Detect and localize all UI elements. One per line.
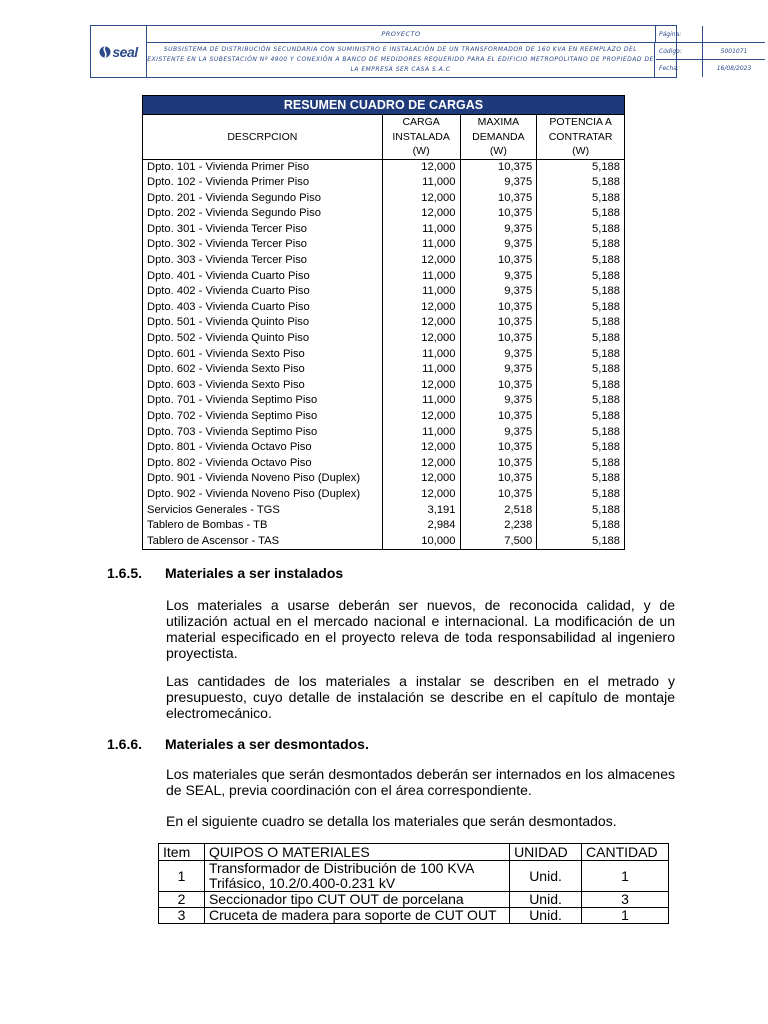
row-contract-power: 5,188 [537, 222, 625, 238]
row-installed-load: 3,191 [382, 503, 460, 519]
col-description: DESCRPCION [143, 115, 383, 160]
table-row [159, 908, 669, 924]
row-max-demand: 9,375 [460, 237, 537, 253]
table-row [143, 518, 625, 534]
table-row [143, 534, 625, 550]
logo-text: seal [112, 43, 138, 60]
col-quantity: CANTIDAD [582, 844, 669, 861]
row-max-demand: 10,375 [460, 253, 537, 269]
row-description: Dpto. 703 - Vivienda Septimo Piso [143, 425, 383, 441]
row-max-demand: 10,375 [460, 331, 537, 347]
row-installed-load: 10,000 [382, 534, 460, 550]
row-description: Dpto. 701 - Vivienda Septimo Piso [143, 393, 383, 409]
section-166-title: Materiales a ser desmontados. [165, 736, 369, 752]
table-row [143, 487, 625, 503]
row-material [204, 908, 509, 924]
row-max-demand: 10,375 [460, 191, 537, 207]
row-material-line-2: Trifásico, 10.2/0.400-0.231 kV [208, 875, 396, 891]
row-contract-power: 5,188 [537, 331, 625, 347]
row-installed-load: 11,000 [382, 222, 460, 238]
table-row [143, 393, 625, 409]
row-installed-load: 11,000 [382, 393, 460, 409]
row-max-demand: 9,375 [460, 269, 537, 285]
row-description: Dpto. 101 - Vivienda Primer Piso [143, 159, 383, 175]
table-row [159, 861, 669, 892]
row-description: Dpto. 802 - Vivienda Octavo Piso [143, 456, 383, 472]
section-166-number: 1.6.6. [107, 736, 143, 752]
row-installed-load: 12,000 [382, 487, 460, 503]
materials-table [158, 843, 669, 924]
row-contract-power: 5,188 [537, 191, 625, 207]
table-row [143, 471, 625, 487]
seal-logo-icon [99, 45, 111, 59]
row-material [204, 892, 509, 908]
row-quantity: 1 [582, 861, 669, 892]
table-row [143, 409, 625, 425]
row-contract-power: 5,188 [537, 315, 625, 331]
row-contract-power: 5,188 [537, 347, 625, 363]
row-description: Servicios Generales - TGS [143, 503, 383, 519]
row-quantity: 3 [582, 892, 669, 908]
col-contract-l3: (W) [572, 145, 590, 157]
code-row [656, 43, 765, 60]
col-contract [537, 115, 625, 160]
page-value [703, 26, 765, 42]
row-contract-power: 5,188 [537, 175, 625, 191]
table-row [143, 362, 625, 378]
project-description: SUBSISTEMA DE DISTRIBUCIÓN SECUNDARIA CON SUMINISTRO E INSTALACIÓN DE UN TRANSFORMADOR DE 160 KVA EN REEMPLAZO DEL EXISTENTE EN LA SUBESTACIÓN Nº 4900 Y CONEXIÓN A BANCO DE MEDIDORES REQUERIDO PARA EL EDIFICIO METROPOLITANO DE PROPIEDAD DE LA EMPRESA SER CASA S.A.C [147, 43, 655, 77]
code-label: Código: [656, 43, 703, 59]
row-contract-power: 5,188 [537, 393, 625, 409]
table-row [143, 315, 625, 331]
row-contract-power: 5,188 [537, 237, 625, 253]
section-166-paragraph-1: Los materiales que serán desmontados deberán ser internados en los almacenes de SEAL, previa coordinación con el área correspondiente. [166, 766, 675, 798]
section-165-heading [107, 565, 343, 581]
row-max-demand: 10,375 [460, 409, 537, 425]
load-summary-table [142, 95, 625, 550]
table-row [143, 206, 625, 222]
row-material-line-1: Seccionador tipo CUT OUT de porcelana [208, 891, 464, 907]
table-row [143, 253, 625, 269]
row-description: Dpto. 603 - Vivienda Sexto Piso [143, 378, 383, 394]
row-installed-load: 11,000 [382, 347, 460, 363]
table-row [143, 159, 625, 175]
code-value: 5001071 [720, 48, 748, 55]
table-row [143, 440, 625, 456]
row-contract-power: 5,188 [537, 487, 625, 503]
row-max-demand: 2,238 [460, 518, 537, 534]
table-row [143, 269, 625, 285]
page-label: Página: [656, 26, 703, 42]
section-165-paragraph-2: Las cantidades de los materiales a instalar se describen en el metrado y presupuesto, cuyo detalle de instalación se describe en el capítulo de montaje electromecánico. [166, 673, 675, 721]
row-contract-power: 5,188 [537, 456, 625, 472]
row-installed-load: 11,000 [382, 269, 460, 285]
row-description: Dpto. 102 - Vivienda Primer Piso [143, 175, 383, 191]
row-description: Dpto. 403 - Vivienda Cuarto Piso [143, 300, 383, 316]
row-installed-load: 12,000 [382, 206, 460, 222]
row-max-demand: 9,375 [460, 347, 537, 363]
table-row [143, 503, 625, 519]
row-description: Dpto. 402 - Vivienda Cuarto Piso [143, 284, 383, 300]
section-166-paragraph-2: En el siguiente cuadro se detalla los materiales que serán desmontados. [166, 813, 617, 829]
row-contract-power: 5,188 [537, 503, 625, 519]
table-row [143, 222, 625, 238]
row-contract-power: 5,188 [537, 409, 625, 425]
section-165-number: 1.6.5. [107, 565, 143, 581]
row-item: 2 [159, 892, 205, 908]
project-label: PROYECTO [147, 26, 656, 43]
row-max-demand: 9,375 [460, 362, 537, 378]
date-label: Fecha: [656, 60, 703, 77]
row-max-demand: 10,375 [460, 378, 537, 394]
col-contract-l2: CONTRATAR [548, 130, 613, 143]
row-description: Dpto. 302 - Vivienda Tercer Piso [143, 237, 383, 253]
row-max-demand: 9,375 [460, 175, 537, 191]
row-description: Dpto. 501 - Vivienda Quinto Piso [143, 315, 383, 331]
row-installed-load: 11,000 [382, 175, 460, 191]
row-contract-power: 5,188 [537, 253, 625, 269]
section-165-title: Materiales a ser instalados [165, 565, 344, 581]
row-description: Dpto. 303 - Vivienda Tercer Piso [143, 253, 383, 269]
row-quantity: 1 [582, 908, 669, 924]
row-contract-power: 5,188 [537, 362, 625, 378]
row-contract-power: 5,188 [537, 269, 625, 285]
row-max-demand: 7,500 [460, 534, 537, 550]
row-item: 1 [159, 861, 205, 892]
row-contract-power: 5,188 [537, 159, 625, 175]
row-installed-load: 11,000 [382, 362, 460, 378]
col-installed-l3: (W) [412, 145, 430, 157]
table-row [143, 237, 625, 253]
row-installed-load: 11,000 [382, 425, 460, 441]
date-value: 16/08/2023 [716, 65, 752, 72]
row-contract-power: 5,188 [537, 300, 625, 316]
row-max-demand: 10,375 [460, 440, 537, 456]
seal-logo [99, 44, 137, 60]
row-installed-load: 12,000 [382, 253, 460, 269]
table-row [143, 284, 625, 300]
col-installed-l1: CARGA [402, 116, 440, 128]
row-description: Dpto. 801 - Vivienda Octavo Piso [143, 440, 383, 456]
row-contract-power: 5,188 [537, 378, 625, 394]
row-installed-load: 12,000 [382, 440, 460, 456]
col-contract-l1: POTENCIA A [549, 116, 612, 128]
logo-cell [91, 26, 147, 77]
table-row [143, 175, 625, 191]
row-contract-power: 5,188 [537, 471, 625, 487]
row-description: Dpto. 301 - Vivienda Tercer Piso [143, 222, 383, 238]
row-unit: Unid. [510, 861, 582, 892]
row-max-demand: 2,518 [460, 503, 537, 519]
row-max-demand: 10,375 [460, 487, 537, 503]
row-installed-load: 12,000 [382, 191, 460, 207]
section-166-heading [107, 736, 369, 752]
row-max-demand: 9,375 [460, 222, 537, 238]
section-165-paragraph-1: Los materiales a usarse deberán ser nuevos, de reconocida calidad, y de utilización actual en el mercado nacional e internacional. La modificación de un material especificado en el proyecto releva de toda responsabilidad al ingeniero proyectista. [166, 597, 675, 661]
row-description: Tablero de Bombas - TB [143, 518, 383, 534]
row-installed-load: 12,000 [382, 471, 460, 487]
date-row [656, 60, 765, 77]
row-max-demand: 10,375 [460, 206, 537, 222]
col-demand [460, 115, 537, 160]
table-row [159, 892, 669, 908]
row-unit: Unid. [510, 908, 582, 924]
row-description: Dpto. 502 - Vivienda Quinto Piso [143, 331, 383, 347]
row-material-line-1: Cruceta de madera para soporte de CUT OUT [208, 907, 497, 923]
row-max-demand: 9,375 [460, 393, 537, 409]
row-contract-power: 5,188 [537, 425, 625, 441]
row-contract-power: 5,188 [537, 440, 625, 456]
row-max-demand: 9,375 [460, 284, 537, 300]
row-contract-power: 5,188 [537, 518, 625, 534]
table-row [143, 331, 625, 347]
row-max-demand: 9,375 [460, 425, 537, 441]
table-row [143, 191, 625, 207]
row-max-demand: 10,375 [460, 300, 537, 316]
row-contract-power: 5,188 [537, 206, 625, 222]
row-installed-load: 12,000 [382, 331, 460, 347]
row-material [204, 861, 509, 892]
col-material: QUIPOS O MATERIALES [204, 844, 509, 861]
table-row [143, 347, 625, 363]
row-contract-power: 5,188 [537, 284, 625, 300]
table-row [143, 456, 625, 472]
row-description: Dpto. 601 - Vivienda Sexto Piso [143, 347, 383, 363]
col-unit: UNIDAD [510, 844, 582, 861]
row-installed-load: 11,000 [382, 237, 460, 253]
row-installed-load: 12,000 [382, 159, 460, 175]
row-max-demand: 10,375 [460, 159, 537, 175]
row-material-line-1: Transformador de Distribución de 100 KVA [208, 860, 475, 876]
row-item: 3 [159, 908, 205, 924]
col-installed-l2: INSTALADA [392, 130, 450, 143]
load-table-title: RESUMEN CUADRO DE CARGAS [143, 96, 625, 115]
header-meta [656, 26, 765, 77]
row-description: Dpto. 201 - Vivienda Segundo Piso [143, 191, 383, 207]
col-demand-l2: DEMANDA [472, 130, 525, 143]
row-max-demand: 10,375 [460, 471, 537, 487]
row-description: Tablero de Ascensor - TAS [143, 534, 383, 550]
col-demand-l1: MAXIMA [477, 116, 520, 128]
row-max-demand: 10,375 [460, 456, 537, 472]
table-row [143, 300, 625, 316]
row-installed-load: 12,000 [382, 378, 460, 394]
row-description: Dpto. 401 - Vivienda Cuarto Piso [143, 269, 383, 285]
col-installed [382, 115, 460, 160]
row-unit: Unid. [510, 892, 582, 908]
load-table-body [143, 159, 625, 550]
row-description: Dpto. 602 - Vivienda Sexto Piso [143, 362, 383, 378]
row-contract-power: 5,188 [537, 534, 625, 550]
table-row [143, 378, 625, 394]
row-installed-load: 12,000 [382, 315, 460, 331]
row-description: Dpto. 202 - Vivienda Segundo Piso [143, 206, 383, 222]
col-demand-l3: (W) [489, 145, 507, 157]
page-row [656, 26, 765, 43]
row-installed-load: 12,000 [382, 409, 460, 425]
table-row [143, 425, 625, 441]
row-installed-load: 12,000 [382, 300, 460, 316]
col-item: Item [159, 844, 205, 861]
row-description: Dpto. 702 - Vivienda Septimo Piso [143, 409, 383, 425]
row-installed-load: 12,000 [382, 456, 460, 472]
row-description: Dpto. 902 - Vivienda Noveno Piso (Duplex) [143, 487, 383, 503]
document-header [90, 25, 752, 78]
row-installed-load: 2,984 [382, 518, 460, 534]
row-installed-load: 11,000 [382, 284, 460, 300]
row-description: Dpto. 901 - Vivienda Noveno Piso (Duplex) [143, 471, 383, 487]
materials-table-body [159, 861, 669, 924]
row-max-demand: 10,375 [460, 315, 537, 331]
